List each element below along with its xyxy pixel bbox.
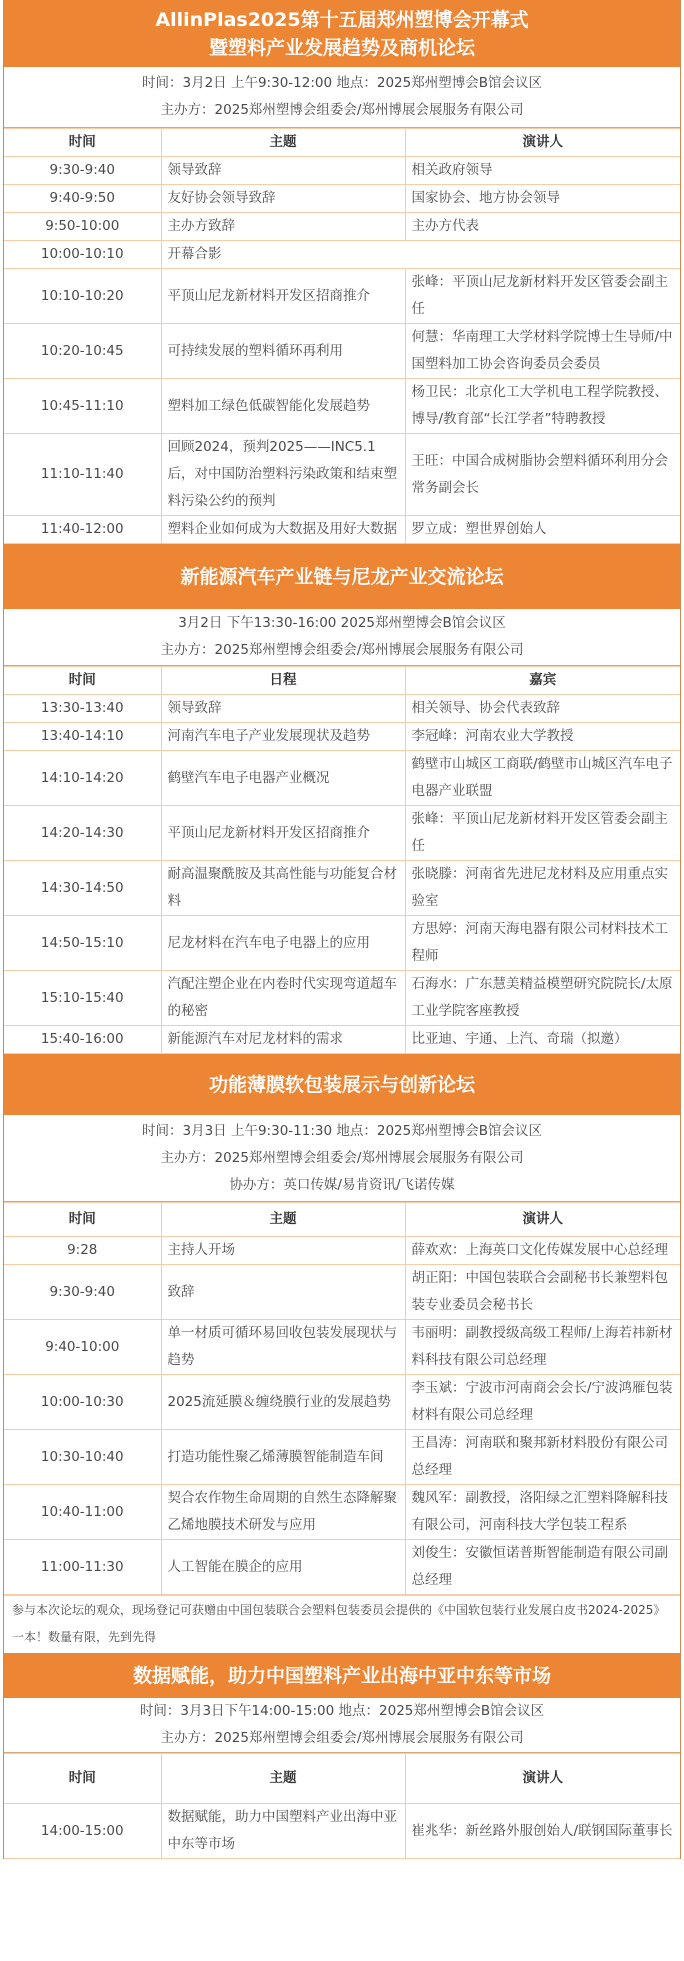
forum-title-line: 暨塑料产业发展趋势及商机论坛	[208, 36, 475, 59]
speaker-cell: 相关政府领导	[405, 157, 680, 185]
table-row	[4, 806, 680, 861]
table-row	[4, 723, 680, 751]
table-row	[4, 695, 680, 723]
topic-cell: 打造功能性聚乙烯薄膜智能制造车间	[161, 1430, 405, 1485]
column-header: 日程	[161, 667, 405, 695]
topic-cell: 回顾2024，预判2025——INC5.1后，对中国防治塑料污染政策和结束塑料污染公约的预判	[161, 434, 405, 516]
topic-cell: 友好协会领导致辞	[161, 185, 405, 213]
speaker-cell: 何慧：华南理工大学材料学院博士生导师/中国塑料加工协会咨询委员会委员	[405, 324, 680, 379]
schedule-table	[4, 1202, 680, 1595]
agenda-document	[3, 0, 681, 1859]
table-row	[4, 269, 680, 324]
speaker-cell: 魏风军：副教授，洛阳绿之汇塑料降解科技有限公司，河南科技大学包装工程系	[405, 1485, 680, 1540]
speaker-cell: 张峰：平顶山尼龙新材料开发区管委会副主任	[405, 806, 680, 861]
column-header: 演讲人	[405, 129, 680, 157]
speaker-cell: 韦丽明：副教授级高级工程师/上海若祎新材料科技有限公司总经理	[405, 1320, 680, 1375]
forum-info-line: 主办方：2025郑州塑博会组委会/郑州博展会展服务有限公司	[160, 642, 524, 658]
topic-cell: 领导致辞	[161, 695, 405, 723]
forum-info	[4, 67, 680, 128]
topic-cell: 单一材质可循环易回收包装发展现状与趋势	[161, 1320, 405, 1375]
topic-cell: 汽配注塑企业在内卷时代实现弯道超车的秘密	[161, 971, 405, 1026]
forum-info-line: 协办方：英口传媒/易肯资讯/飞诺传媒	[229, 1176, 455, 1193]
topic-cell: 塑料企业如何成为大数据及用好大数据	[161, 516, 405, 544]
time-cell: 10:10-10:20	[4, 269, 161, 324]
speaker-cell: 王昌涛：河南联和聚邦新材料股份有限公司总经理	[405, 1430, 680, 1485]
table-row	[4, 185, 680, 213]
speaker-cell: 主办方代表	[405, 213, 680, 241]
forum-info-line: 3月2日 下午13:30-16:00 2025郑州塑博会B馆会议区	[178, 615, 506, 631]
topic-cell: 主办方致辞	[161, 213, 405, 241]
speaker-cell: 李冠峰：河南农业大学教授	[405, 723, 680, 751]
table-header-row	[4, 1203, 680, 1237]
forum-title-line: AllinPlas2025第十五届郑州塑博会开幕式	[155, 8, 529, 31]
table-row	[4, 241, 680, 269]
forum-info-line: 时间：3月3日 上午9:30-11:30 地点：2025郑州塑博会B馆会议区	[142, 1122, 542, 1139]
table-row	[4, 324, 680, 379]
column-header: 时间	[4, 1754, 161, 1804]
forum-info	[4, 1115, 680, 1202]
topic-cell: 可持续发展的塑料循环再利用	[161, 324, 405, 379]
time-cell: 14:30-14:50	[4, 861, 161, 916]
speaker-cell: 相关领导、协会代表致辞	[405, 695, 680, 723]
topic-cell: 新能源汽车对尼龙材料的需求	[161, 1026, 405, 1054]
column-header: 主题	[161, 1754, 405, 1804]
table-row	[4, 1804, 680, 1859]
topic-cell: 河南汽车电子产业发展现状及趋势	[161, 723, 405, 751]
column-header: 时间	[4, 129, 161, 157]
table-row	[4, 1237, 680, 1265]
forum-title	[4, 544, 680, 609]
time-cell: 10:30-10:40	[4, 1430, 161, 1485]
speaker-cell: 薛欢欢：上海英口文化传媒发展中心总经理	[405, 1237, 680, 1265]
time-cell: 11:00-11:30	[4, 1540, 161, 1595]
forum-title-line: 新能源汽车产业链与尼龙产业交流论坛	[180, 565, 504, 588]
time-cell: 10:45-11:10	[4, 379, 161, 434]
forum-section	[4, 544, 680, 1054]
schedule-table	[4, 666, 680, 1054]
schedule-table	[4, 128, 680, 544]
table-row	[4, 1026, 680, 1054]
column-header: 嘉宾	[405, 667, 680, 695]
speaker-cell: 王旺：中国合成树脂协会塑料循环利用分会常务副会长	[405, 434, 680, 516]
schedule-table	[4, 1753, 680, 1859]
topic-cell: 平顶山尼龙新材料开发区招商推介	[161, 269, 405, 324]
time-cell: 9:40-9:50	[4, 185, 161, 213]
forum-info-line: 主办方：2025郑州塑博会组委会/郑州博展会展服务有限公司	[160, 1730, 524, 1746]
topic-cell: 致辞	[161, 1265, 405, 1320]
forum-title	[4, 1653, 680, 1698]
table-row	[4, 157, 680, 185]
forum-title-line: 数据赋能，助力中国塑料产业出海中亚中东等市场	[132, 1664, 551, 1687]
time-cell: 9:30-9:40	[4, 157, 161, 185]
time-cell: 11:10-11:40	[4, 434, 161, 516]
table-row	[4, 971, 680, 1026]
topic-cell: 主持人开场	[161, 1237, 405, 1265]
time-cell: 13:40-14:10	[4, 723, 161, 751]
table-row	[4, 434, 680, 516]
table-row	[4, 379, 680, 434]
time-cell: 14:10-14:20	[4, 751, 161, 806]
column-header: 时间	[4, 667, 161, 695]
speaker-cell: 比亚迪、宇通、上汽、奇瑞（拟邀）	[405, 1026, 680, 1054]
table-row	[4, 1265, 680, 1320]
speaker-cell: 张峰：平顶山尼龙新材料开发区管委会副主任	[405, 269, 680, 324]
time-cell: 14:20-14:30	[4, 806, 161, 861]
column-header: 演讲人	[405, 1203, 680, 1237]
forum-title	[4, 1054, 680, 1115]
speaker-cell: 崔兆华：新丝路外服创始人/联钢国际董事长	[405, 1804, 680, 1859]
topic-cell: 耐高温聚酰胺及其高性能与功能复合材料	[161, 861, 405, 916]
column-header: 主题	[161, 1203, 405, 1237]
column-header: 主题	[161, 129, 405, 157]
forum-info-line: 主办方：2025郑州塑博会组委会/郑州博展会展服务有限公司	[160, 1149, 524, 1166]
forum-info	[4, 1698, 680, 1753]
time-cell: 15:40-16:00	[4, 1026, 161, 1054]
forum-section	[4, 0, 680, 544]
gift-note: 参与本次论坛的观众，现场登记可获赠由中国包装联合会塑料包装委员会提供的《中国软包装行业发展白皮书2024-2025》一本！数量有限，先到先得	[4, 1595, 680, 1653]
topic-cell: 鹤壁汽车电子电器产业概况	[161, 751, 405, 806]
topic-cell: 开幕合影	[161, 241, 680, 269]
speaker-cell: 国家协会、地方协会领导	[405, 185, 680, 213]
speaker-cell: 胡正阳：中国包装联合会副秘书长兼塑料包装专业委员会秘书长	[405, 1265, 680, 1320]
forum-info	[4, 609, 680, 666]
forum-section	[4, 1653, 680, 1859]
speaker-cell: 刘俊生：安徽恒诺普斯智能制造有限公司副总经理	[405, 1540, 680, 1595]
table-row	[4, 861, 680, 916]
column-header: 演讲人	[405, 1754, 680, 1804]
time-cell: 9:28	[4, 1237, 161, 1265]
topic-cell: 契合农作物生命周期的自然生态降解聚乙烯地膜技术研发与应用	[161, 1485, 405, 1540]
topic-cell: 2025流延膜＆缠绕膜行业的发展趋势	[161, 1375, 405, 1430]
time-cell: 14:50-15:10	[4, 916, 161, 971]
topic-cell: 人工智能在膜企的应用	[161, 1540, 405, 1595]
table-row	[4, 516, 680, 544]
forum-section	[4, 1054, 680, 1653]
speaker-cell: 鹤壁市山城区工商联/鹤壁市山城区汽车电子电器产业联盟	[405, 751, 680, 806]
forum-title-line: 功能薄膜软包装展示与创新论坛	[208, 1073, 475, 1096]
table-row	[4, 1430, 680, 1485]
time-cell: 13:30-13:40	[4, 695, 161, 723]
time-cell: 10:00-10:10	[4, 241, 161, 269]
time-cell: 9:40-10:00	[4, 1320, 161, 1375]
speaker-cell: 李玉斌：宁波市河南商会会长/宁波鸿雁包装材料有限公司总经理	[405, 1375, 680, 1430]
table-row	[4, 751, 680, 806]
time-cell: 9:50-10:00	[4, 213, 161, 241]
forum-info-line: 时间：3月2日 上午9:30-12:00 地点：2025郑州塑博会B馆会议区	[142, 75, 542, 91]
column-header: 时间	[4, 1203, 161, 1237]
topic-cell: 平顶山尼龙新材料开发区招商推介	[161, 806, 405, 861]
table-row	[4, 1375, 680, 1430]
topic-cell: 领导致辞	[161, 157, 405, 185]
table-row	[4, 1540, 680, 1595]
topic-cell: 尼龙材料在汽车电子电器上的应用	[161, 916, 405, 971]
speaker-cell: 石海水：广东慧美精益模塑研究院院长/太原工业学院客座教授	[405, 971, 680, 1026]
forum-info-line: 时间：3月3日下午14:00-15:00 地点：2025郑州塑博会B馆会议区	[139, 1703, 545, 1719]
table-header-row	[4, 129, 680, 157]
topic-cell: 塑料加工绿色低碳智能化发展趋势	[161, 379, 405, 434]
time-cell: 9:30-9:40	[4, 1265, 161, 1320]
time-cell: 11:40-12:00	[4, 516, 161, 544]
speaker-cell: 方思婷：河南天海电器有限公司材料技术工程师	[405, 916, 680, 971]
speaker-cell: 杨卫民：北京化工大学机电工程学院教授、博导/教育部“长江学者”特聘教授	[405, 379, 680, 434]
speaker-cell: 张晓滕：河南省先进尼龙材料及应用重点实验室	[405, 861, 680, 916]
table-row	[4, 213, 680, 241]
topic-cell: 数据赋能，助力中国塑料产业出海中亚中东等市场	[161, 1804, 405, 1859]
speaker-cell: 罗立成：塑世界创始人	[405, 516, 680, 544]
time-cell: 14:00-15:00	[4, 1804, 161, 1859]
table-row	[4, 916, 680, 971]
time-cell: 10:20-10:45	[4, 324, 161, 379]
table-row	[4, 1485, 680, 1540]
table-header-row	[4, 1754, 680, 1804]
time-cell: 10:40-11:00	[4, 1485, 161, 1540]
forum-title	[4, 0, 680, 67]
table-row	[4, 1320, 680, 1375]
time-cell: 10:00-10:30	[4, 1375, 161, 1430]
forum-info-line: 主办方：2025郑州塑博会组委会/郑州博展会展服务有限公司	[160, 102, 524, 118]
time-cell: 15:10-15:40	[4, 971, 161, 1026]
table-header-row	[4, 667, 680, 695]
